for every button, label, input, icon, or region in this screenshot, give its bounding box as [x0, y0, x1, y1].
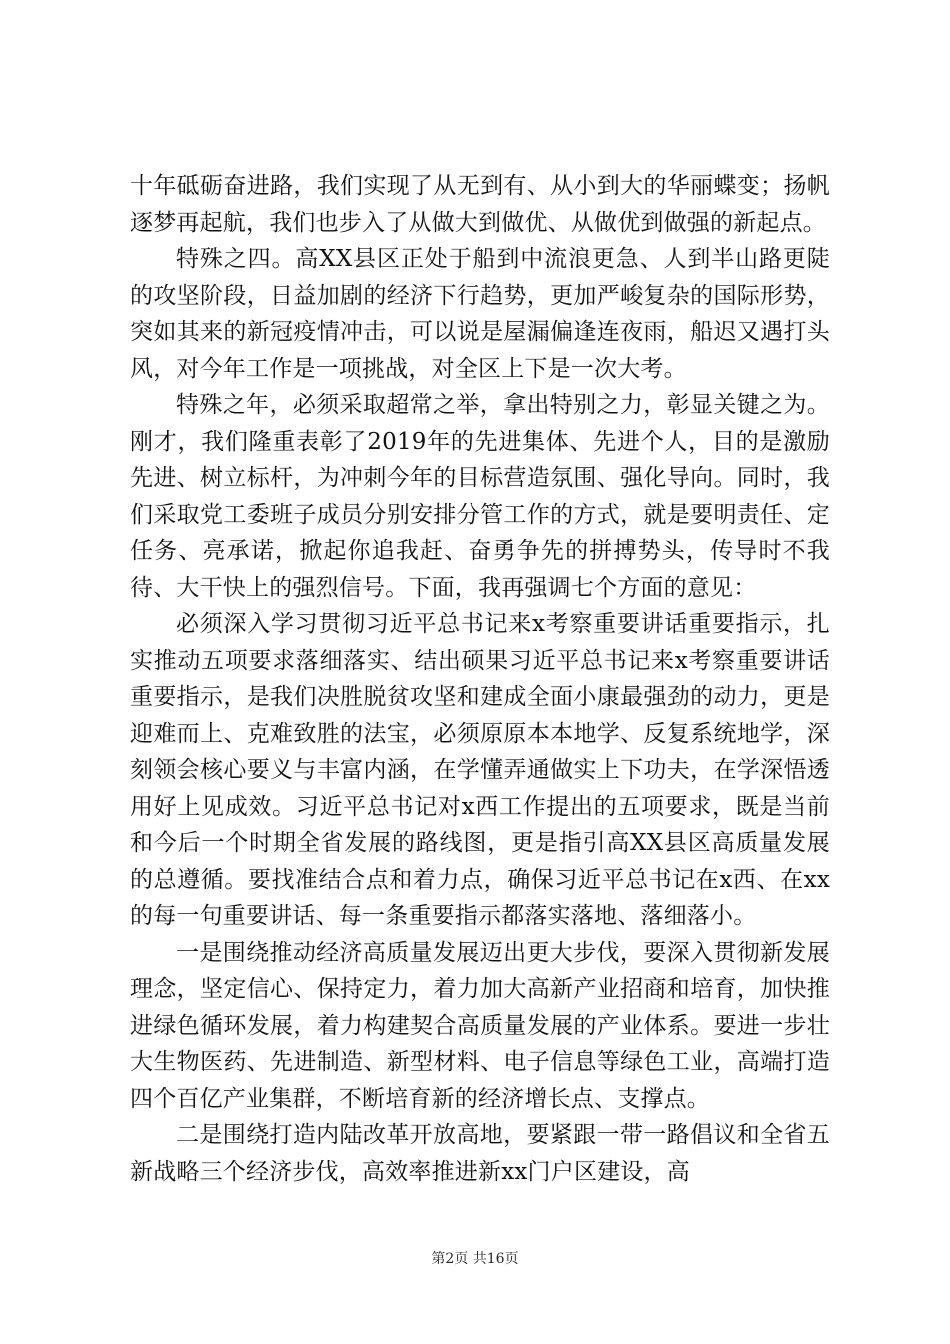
- document-body: [130, 168, 830, 1190]
- page-footer: 第2页 共16页: [431, 1251, 519, 1267]
- paragraph-6: 二是围绕打造内陆改革开放高地，要紧跟一带一路倡议和全省五新战略三个经济步伐，高效率推进新xx门户区建设，高: [130, 1122, 830, 1185]
- paragraph-1: 十年砥砺奋进路，我们实现了从无到有、从小到大的华丽蝶变；扬帆逐梦再起航，我们也步入了从做大到做优、从做优到做强的新起点。: [130, 173, 830, 236]
- paragraph-5: 一是围绕推动经济高质量发展迈出更大步伐，要深入贯彻新发展理念，坚定信心、保持定力，着力加大高新产业招商和培育，加快推进绿色循环发展，着力构建契合高质量发展的产业体系。要进一步壮大生物医药、先进制造、新型材料、电子信息等绿色工业，高端打造四个百亿产业集群，不断培育新的经济增长点、支撑点。: [130, 939, 830, 1112]
- paragraph-3: 特殊之年，必须采取超常之举，拿出特别之力，彰显关键之为。刚才，我们隆重表彰了2019年的先进集体、先进个人，目的是激励先进、树立标杆，为冲刺今年的目标营造氛围、强化导向。同时，我们采取党工委班子成员分别安排分管工作的方式，就是要明责任、定任务、亮承诺，掀起你追我赶、奋勇争先的拼搏势头，传导时不我待、大干快上的强烈信号。下面，我再强调七个方面的意见：: [130, 392, 830, 601]
- paragraph-2: 特殊之四。高XX县区正处于船到中流浪更急、人到半山路更陡的攻坚阶段，日益加剧的经济下行趋势，更加严峻复杂的国际形势，突如其来的新冠疫情冲击，可以说是屋漏偏逢连夜雨，船迟又遇打头风，对今年工作是一项挑战，对全区上下是一次大考。: [130, 246, 830, 382]
- paragraph-4: 必须深入学习贯彻习近平总书记来x考察重要讲话重要指示，扎实推动五项要求落细落实、结出硕果习近平总书记来x考察重要讲话重要指示，是我们决胜脱贫攻坚和建成全面小康最强劲的动力，更是迎难而上、克难致胜的法宝，必须原原本本地学、反复系统地学，深刻领会核心要义与丰富内涵，在学懂弄通做实上下功夫，在学深悟透用好上见成效。习近平总书记对x西工作提出的五项要求，既是当前和今后一个时期全省发展的路线图，更是指引高XX县区高质量发展的总遵循。要找准结合点和着力点，确保习近平总书记在x西、在xx的每一句重要讲话、每一条重要指示都落实落地、落细落小。: [130, 611, 830, 929]
